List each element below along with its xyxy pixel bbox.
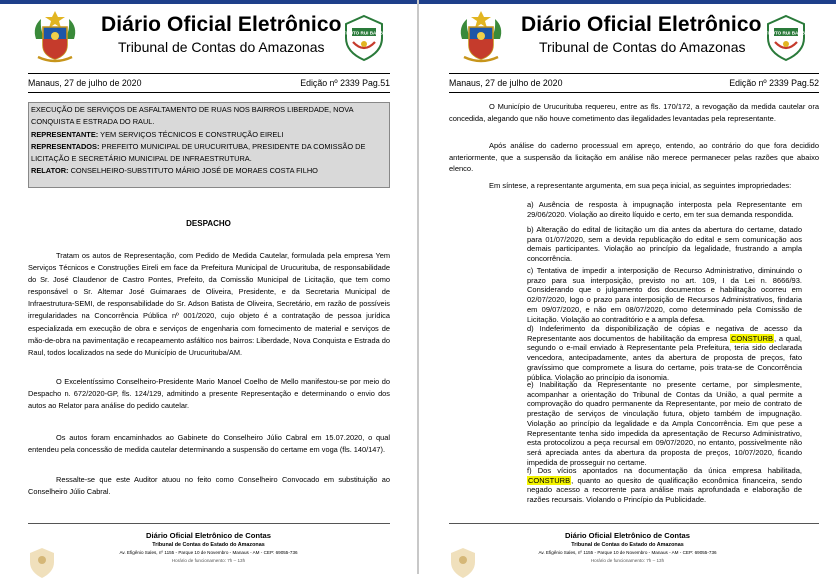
paragraph: Ressalte-se que este Auditor atuou no feito como Conselheiro Convocado em substituição ao Conselheiro Júlio Cabral. (28, 475, 390, 497)
paragraph: Os autos foram encaminhados ao Gabinete do Conselheiro Júlio Cabral em 15.07.2020, o qual entendeu pela concessão de medida cautelar determinando a suspensão do certame em voga (fls. 140/147). (28, 433, 390, 455)
masthead-title: Diário Oficial Eletrônico (521, 13, 762, 36)
summary-representados (31, 141, 387, 166)
footer-address: Av. Efigênio Sales, nº 1155 - Parque 10 de Novembro - Manaus - AM - CEP: 69055-736 (538, 550, 717, 555)
publication-date: Manaus, 27 de julho de 2020 (449, 78, 563, 88)
paragraph: Em síntese, a representante argumenta, em sua peça inicial, as seguintes impropriedades: (489, 181, 792, 190)
list-item-f (527, 466, 802, 505)
footer-title: Diário Oficial Eletrônico de Contas (565, 531, 690, 540)
item-d-text-continued: , a qual, segundo o e-mail enviado à Representante pela Prefeitura, teria sido declarada vencedora, antecipadamente, antes da abertura de proposta de preços, fato gravíssimo que compromete a lisura do certame, pois trata-se de Concorrência pública. Violação ao princípio da isonomia. (527, 333, 802, 382)
relator-value: CONSELHEIRO-SUBSTITUTO MÁRIO JOSÉ DE MORAES COSTA FILHO (70, 166, 318, 176)
summary-representante (31, 129, 387, 141)
item-f-text-continued: , quanto ao quesito de qualificação econômica financeira, sendo negado acesso a recorrente para análise mais aprofundada e elaboração de razões recursais. Violando o Princípio da Publicidade. (527, 475, 802, 505)
page-52 (419, 0, 836, 574)
footer-address: Av. Efigênio Sales, nº 1155 - Parque 10 de Novembro - Manaus - AM - CEP: 69055-736 (119, 550, 298, 555)
paragraph: O Excelentíssimo Conselheiro-Presidente Mario Manoel Coelho de Mello manifestou-se por meio do Despacho n. 672/2020-GP, fls. 124/129, admitindo a presente Representação e determinando o envio dos autos ao Relator para análise do pedido cautelar. (28, 377, 390, 411)
seal-text: INSTITUTO RUI BARBOSA (335, 30, 393, 36)
instituto-rui-barbosa-seal (757, 14, 815, 62)
paragraph: Após análise do caderno processual em apreço, entendo, ao contrário do que fora decidido anteriormente, que a suspensão da licitação em análise não merece permanecer pelas razões que abaixo elenco. (449, 141, 819, 173)
page-footer (0, 523, 417, 574)
despacho-title: DESPACHO (186, 219, 231, 228)
publication-date: Manaus, 27 de julho de 2020 (28, 78, 142, 88)
case-summary-box (28, 102, 390, 188)
list-item-a: a) Ausência de resposta à impugnação interposta pela Representante em 29/06/2020. Violação ao direito líquido e certo, em ter sua demanda respondida. (527, 200, 802, 219)
page-footer (419, 523, 836, 574)
dateline (28, 73, 390, 93)
list-item-b: b) Alteração do edital de licitação um dia antes da abertura do certame, datado para 01/07/2020, sem a devida republicação do edital e sem comunicação aos demais participantes. Violação ao princípio da legalidade, frustrando a ampla concorrência. (527, 225, 802, 264)
footer-rule (28, 523, 390, 524)
list-item-d (527, 324, 802, 382)
seal-text: INSTITUTO RUI BARBOSA (757, 30, 815, 36)
highlight-consturb: CONSTURB (730, 333, 774, 343)
summary-subject: EXECUÇÃO DE SERVIÇOS DE ASFALTAMENTO DE RUAS NOS BAIRROS LIBERDADE, NOVA CONQUISTA E ESTRADA DO RAUL. (31, 105, 354, 127)
footer-hours: Horário de funcionamento: 7h – 13h (171, 558, 246, 563)
list-item-e: e) Inabilitação da Representante no presente certame, por simplesmente, acompanhar a orientação do Tribunal de Contas da União, a qual permite a comprovação do quadro permanente da Representante, por meio de contrato de prestação de serviços de vinculação futura, objeto também de impugnação. Violação ao princípio da legalidade e da Ampla Concorrência. Em que pese a Representante tenha sido impedida da apresentação de Recurso Administrativo, esta protocolizou a peça recursal em 09/07/2020, no entanto, possivelmente não será apreciada antes da abertura da proposta de preços, 10/07/2020, ficando impedida de prosseguir no certame. (527, 380, 802, 467)
amazonas-coat-of-arms-icon (32, 9, 78, 65)
footer-title: Diário Oficial Eletrônico de Contas (146, 531, 271, 540)
footer-rule (449, 523, 819, 524)
masthead-title: Diário Oficial Eletrônico (101, 13, 342, 36)
footer-org: Tribunal de Contas do Estado do Amazonas (152, 542, 265, 548)
paragraph: O Município de Urucurituba requereu, entre as fls. 170/172, a revogação da medida cautelar ora concedida, alegando que não houve cometimento das ilegalidades levantadas pela representante. (449, 102, 819, 123)
masthead (0, 2, 417, 68)
footer-hours: Horário de funcionamento: 7h – 13h (590, 558, 665, 563)
page-51 (0, 0, 417, 574)
list-item-c: c) Tentativa de impedir a interposição de Recurso Administrativo, diminuindo o prazo para sua interposição, previsto no art. 109, I da Lei n. 8666/93. Considerando que o julgamento dos documentos e habilitação ocorreu em 02/07/2020, logo o prazo para interposição de Recursos Administrativos, findaria em 09/07/2020, e não em 08/07/2020, como determinado pela Comissão de Licitação. Violação ao contraditório e a ampla defesa. (527, 266, 802, 324)
paragraph: Tratam os autos de Representação, com Pedido de Medida Cautelar, formulada pela empresa Yem Serviços Técnicos e Construções Eireli em face da Prefeitura Municipal de Urucurituba, de responsabilidade do Sr. José Claudenor de Castro Pontes, Prefeito, da Comissão Municipal de Licitação, que tem como responsável o Sr. Altemar José Guimaraes de Oliveira, Presidente, e da Secretaria Municipal de Infraestrutura-SEMI, de responsabilidade do Sr. Adson Batista de Oliveira, Secretário, em razão de possíveis irregularidades na Concorrência Pública nº 001/2020, cujo objeto é a contratação de pessoa jurídica especializada em execução de obra e serviços de engenharia com fornecimento de material e serviços de mão-de-obra na pavimentação e recapeamento asfáltico nos bairros: Liberdade, Nova Conquista e Estrada do Raul, todos localizados na sede do Município de Urucurituba/AM. (28, 251, 390, 357)
footer-org: Tribunal de Contas do Estado do Amazonas (571, 542, 684, 548)
masthead-subtitle: Tribunal de Contas do Amazonas (539, 39, 746, 55)
edition-page: Edição nº 2339 Pag.51 (300, 78, 390, 88)
dateline (449, 73, 819, 93)
item-d-text: d) Indeferimento da disponibilização de cópias e negativa de acesso da Representante aos documentos de habilitação da empresa (527, 324, 802, 343)
edition-page: Edição nº 2339 Pag.52 (729, 78, 819, 88)
amazonas-coat-of-arms-icon (458, 9, 504, 65)
instituto-rui-barbosa-seal (335, 14, 393, 62)
representados-label: REPRESENTADOS: (31, 141, 100, 151)
masthead (419, 2, 836, 68)
summary-relator (31, 165, 387, 177)
item-f-text: f) Dos vícios apontados na documentação da única empresa habilitada, (527, 466, 802, 475)
representados-value: PREFEITO MUNICIPAL DE URUCURITUBA, PRESIDENTE DA COMISSÃO DE LICITAÇÃO E SECRETÁRIO MUNICIPAL DE INFRAESTRUTURA. (31, 141, 366, 164)
representante-value: YEM SERVIÇOS TÉCNICOS E CONSTRUÇÃO EIRELI (100, 129, 284, 139)
masthead-subtitle: Tribunal de Contas do Amazonas (118, 39, 325, 55)
representante-label: REPRESENTANTE: (31, 129, 99, 139)
highlight-consturb: CONSTURB (528, 475, 571, 485)
relator-label: RELATOR: (31, 166, 69, 176)
